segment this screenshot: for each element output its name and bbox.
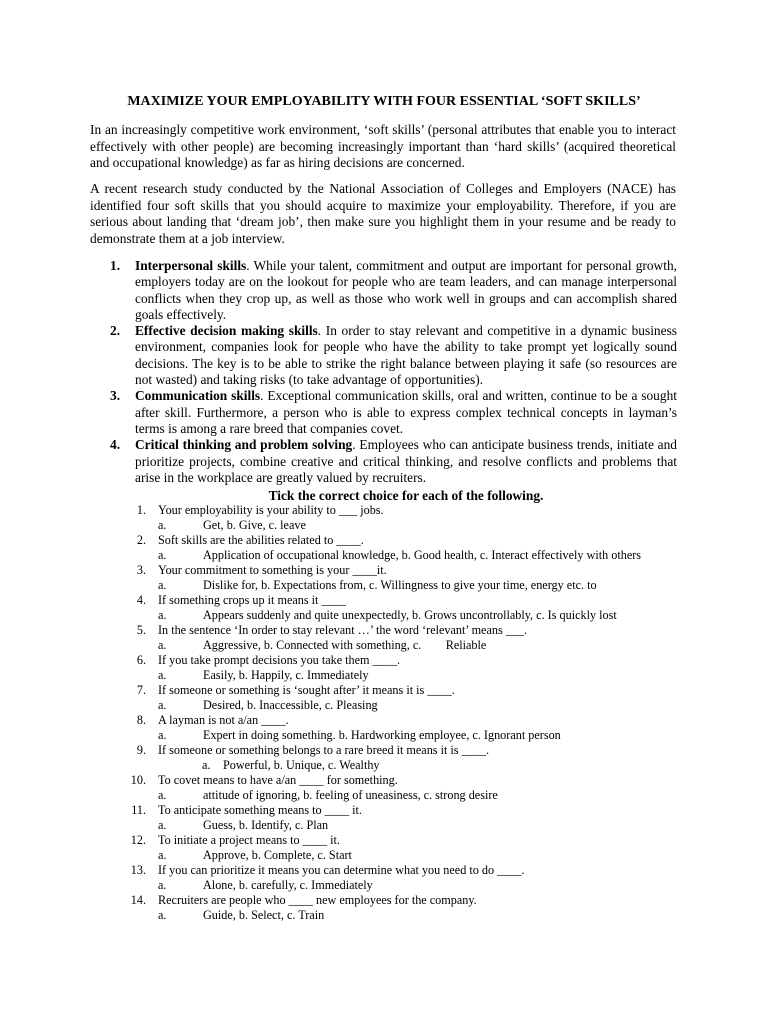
question-text: To initiate a project means to ____ it. — [158, 833, 340, 847]
question-line — [0, 803, 768, 818]
question-number: 8. — [136, 713, 146, 727]
question-text: If someone or something is ‘sought after’ it means it is ____. — [158, 683, 455, 697]
question-text: Your employability is your ability to ___ jobs. — [158, 503, 384, 517]
answer-line — [0, 668, 768, 683]
skill-number: 4. — [110, 437, 121, 453]
question-line — [0, 683, 768, 698]
answer-letter: a. — [158, 788, 167, 802]
question-text: To anticipate something means to ____ it. — [158, 803, 362, 817]
skills-list — [106, 258, 677, 486]
skill-name: Communication skills — [135, 388, 261, 404]
skill-number: 1. — [110, 258, 121, 273]
question-number: 10. — [130, 773, 146, 787]
answer-line — [0, 518, 768, 533]
question-text: A layman is not a/an ____. — [158, 713, 289, 727]
answer-choices: Desired, b. Inaccessible, c. Pleasing — [203, 698, 378, 712]
question-number: 12. — [130, 833, 146, 847]
question-text: Recruiters are people who ____ new employees for the company. — [158, 893, 477, 907]
research-paragraph: A recent research study conducted by the National Association of Colleges and Employers (NACE) has identified four soft skills that you should acquire to maximize your employability. Therefore, if you are serious about landing that ‘dream job’, then make sure you highlight them in your resume and be ready to demonstrate them at a job interview. — [90, 181, 676, 246]
question-number: 11. — [131, 803, 146, 817]
answer-letter: a. — [158, 668, 167, 682]
answer-choices: Approve, b. Complete, c. Start — [203, 848, 352, 862]
answer-letter: a. — [158, 848, 167, 862]
answer-letter: a. — [158, 728, 167, 742]
question-text: To covet means to have a/an ____ for something. — [158, 773, 398, 787]
skill-item — [106, 323, 677, 388]
skill-item — [106, 388, 677, 437]
answer-choices: Application of occupational knowledge, b. Good health, c. Interact effectively with others — [203, 548, 642, 562]
skill-number: 3. — [110, 388, 121, 404]
skill-description: . Exceptional communication skills, oral and written, continue to be a sought after skill. Furthermore, a person who is able to express complex technical concepts in layman’s terms is among a rare breed that companies covet. — [135, 388, 677, 436]
question-line — [0, 833, 768, 848]
question-number: 3. — [136, 563, 146, 577]
answer-choices: Guide, b. Select, c. Train — [203, 908, 325, 922]
skill-name: Critical thinking and problem solving — [135, 437, 353, 453]
question-number: 2. — [136, 533, 146, 547]
quiz-heading: Tick the correct choice for each of the following. — [268, 488, 544, 503]
answer-line — [0, 758, 768, 773]
question-text: If something crops up it means it ____ — [158, 593, 346, 607]
answer-choices: Alone, b. carefully, c. Immediately — [203, 878, 373, 892]
intro-paragraph: In an increasingly competitive work environment, ‘soft skills’ (personal attributes that enable you to interact effectively with other people) are becoming increasingly important than ‘hard skills’ (acquired theoretical and occupational knowledge) as far as hiring decisions are concerned. — [90, 122, 676, 171]
question-line — [0, 533, 768, 548]
question-line — [0, 593, 768, 608]
question-number: 9. — [136, 743, 146, 757]
skill-item — [106, 437, 677, 486]
answer-choices: Aggressive, b. Connected with something, c. Reliable — [203, 638, 487, 652]
answer-line — [0, 548, 768, 563]
answer-letter: a. — [158, 818, 167, 832]
question-line — [0, 863, 768, 878]
answer-letter: a. — [158, 878, 167, 892]
skill-name: Effective decision making skills — [135, 323, 318, 339]
question-line — [0, 653, 768, 668]
answer-letter: a. — [158, 578, 167, 592]
answer-letter: a. — [202, 758, 211, 772]
question-text: If someone or something belongs to a rare breed it means it is ____. — [158, 743, 490, 757]
skill-description: . While your talent, commitment and output are important for personal growth, employers today are on the lookout for people who are team leaders, and can manage interpersonal conflicts when they crop up, as well as those who work well in groups and can accomplish shared goals effectively. — [135, 258, 677, 322]
question-text: If you take prompt decisions you take them ____. — [158, 653, 401, 667]
answer-letter: a. — [158, 698, 167, 712]
answer-choices: Easily, b. Happily, c. Immediately — [203, 668, 369, 682]
question-text: Your commitment to something is your ____it. — [158, 563, 387, 577]
question-line — [0, 713, 768, 728]
question-text: In the sentence ‘In order to stay relevant …’ the word ‘relevant’ means ___. — [158, 623, 528, 637]
question-line — [0, 893, 768, 908]
question-text: If you can prioritize it means you can determine what you need to do ____. — [158, 863, 525, 877]
answer-line — [0, 878, 768, 893]
answer-letter: a. — [158, 518, 167, 532]
answer-choices: Expert in doing something. b. Hardworking employee, c. Ignorant person — [203, 728, 561, 742]
question-number: 14. — [130, 893, 146, 907]
answer-line — [0, 908, 768, 923]
answer-letter: a. — [158, 638, 167, 652]
answer-choices: Guess, b. Identify, c. Plan — [203, 818, 329, 832]
quiz-list — [0, 503, 768, 923]
question-number: 5. — [136, 623, 146, 637]
question-line — [0, 623, 768, 638]
question-line — [0, 773, 768, 788]
answer-choices: Powerful, b. Unique, c. Wealthy — [223, 758, 380, 772]
answer-line — [0, 608, 768, 623]
answer-line — [0, 698, 768, 713]
answer-line — [0, 638, 768, 653]
question-number: 6. — [136, 653, 146, 667]
answer-choices: Dislike for, b. Expectations from, c. Willingness to give your time, energy etc. to — [203, 578, 597, 592]
question-line — [0, 503, 768, 518]
answer-line — [0, 728, 768, 743]
question-number: 1. — [136, 503, 146, 517]
question-text: Soft skills are the abilities related to ____. — [158, 533, 364, 547]
answer-choices: Appears suddenly and quite unexpectedly, b. Grows uncontrollably, c. Is quickly lost — [203, 608, 617, 622]
skill-item — [106, 258, 677, 323]
document-title: MAXIMIZE YOUR EMPLOYABILITY WITH FOUR ESSENTIAL ‘SOFT SKILLS’ — [127, 94, 641, 109]
answer-choices: attitude of ignoring, b. feeling of uneasiness, c. strong desire — [203, 788, 498, 802]
answer-letter: a. — [158, 548, 167, 562]
answer-line — [0, 818, 768, 833]
question-line — [0, 563, 768, 578]
skill-description: . Employees who can anticipate business trends, initiate and prioritize projects, combine creative and critical thinking, and resolve conflicts and problems that arise in the workplace are greatly valued by recruiters. — [135, 437, 677, 485]
question-line — [0, 743, 768, 758]
question-number: 4. — [136, 593, 146, 607]
answer-line — [0, 848, 768, 863]
answer-letter: a. — [158, 608, 167, 622]
question-number: 7. — [136, 683, 146, 697]
answer-line — [0, 788, 768, 803]
skill-number: 2. — [110, 323, 121, 339]
answer-letter: a. — [158, 908, 167, 922]
question-number: 13. — [130, 863, 146, 877]
skill-name: Interpersonal skills — [135, 258, 247, 273]
answer-choices: Get, b. Give, c. leave — [203, 518, 306, 532]
answer-line — [0, 578, 768, 593]
skill-description: . In order to stay relevant and competitive in a dynamic business environment, companies look for people who have the ability to take prompt yet logically sound decisions. The key is to be able to strike the right balance between playing it safe (so resources are not wasted) and taking risks (to take advantage of opportunities). — [135, 323, 677, 388]
